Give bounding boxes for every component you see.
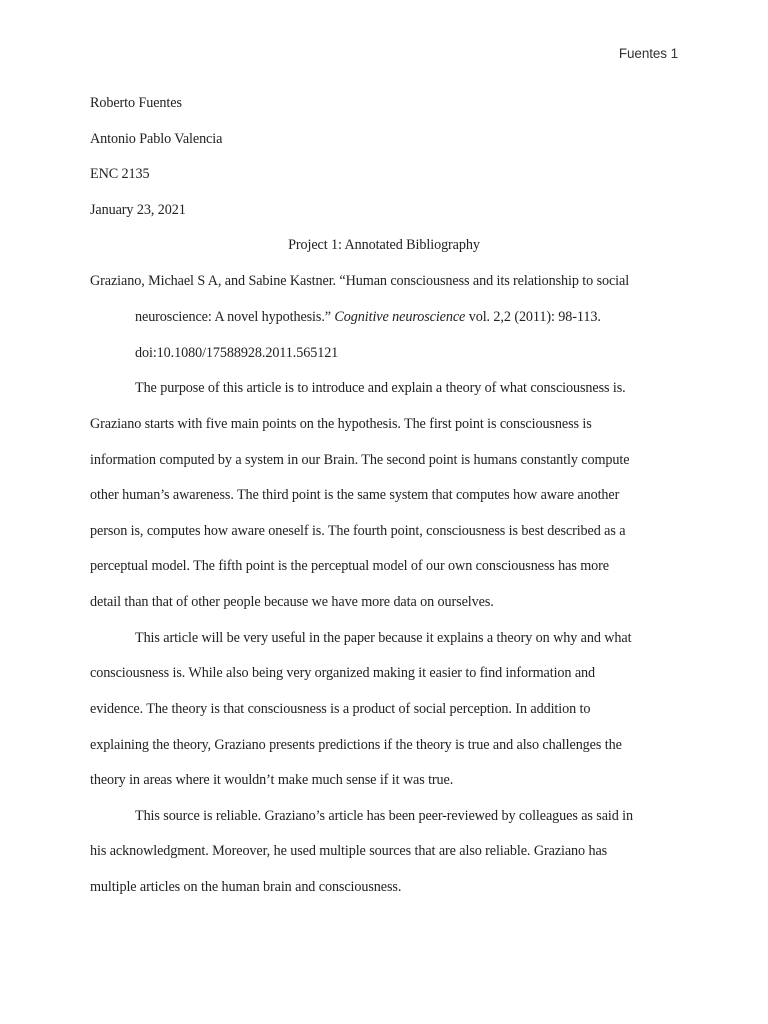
course-code: ENC 2135 <box>90 166 150 182</box>
paragraph-line: information computed by a system in our Brain. The second point is humans constantly compute <box>90 452 630 468</box>
paragraph-line: The purpose of this article is to introduce and explain a theory of what consciousness is. <box>135 380 626 396</box>
paragraph-line: evidence. The theory is that consciousness is a product of social perception. In addition to <box>90 701 591 717</box>
paragraph-line: perceptual model. The fifth point is the perceptual model of our own consciousness has more <box>90 558 609 574</box>
paragraph-line: Graziano starts with five main points on the hypothesis. The first point is consciousness is <box>90 416 592 432</box>
paragraph-line: theory in areas where it wouldn’t make much sense if it was true. <box>90 772 454 788</box>
paragraph-line: consciousness is. While also being very organized making it easier to find information and <box>90 665 596 681</box>
instructor-name: Antonio Pablo Valencia <box>90 131 223 147</box>
student-name: Roberto Fuentes <box>90 95 182 111</box>
journal-name: Cognitive neuroscience <box>334 309 466 325</box>
paragraph-line: multiple articles on the human brain and consciousness. <box>90 879 402 895</box>
citation-text-pre: neuroscience: A novel hypothesis.” <box>135 309 335 325</box>
paragraph-line: detail than that of other people because we have more data on ourselves. <box>90 594 494 610</box>
date: January 23, 2021 <box>90 202 186 218</box>
paragraph-line: his acknowledgment. Moreover, he used multiple sources that are also reliable. Graziano has <box>90 843 608 859</box>
paragraph-line: explaining the theory, Graziano presents predictions if the theory is true and also challenges the <box>90 737 622 753</box>
document-title: Project 1: Annotated Bibliography <box>288 237 480 253</box>
paragraph-line: person is, computes how aware oneself is. The fourth point, consciousness is best described as a <box>90 523 626 539</box>
paragraph-line: other human’s awareness. The third point is the same system that computes how aware another <box>90 487 620 503</box>
running-header: Fuentes 1 <box>618 46 678 61</box>
citation-line-2 <box>135 309 601 326</box>
citation-text-post: vol. 2,2 (2011): 98-113. <box>465 309 601 325</box>
paragraph-line: This source is reliable. Graziano’s article has been peer-reviewed by colleagues as said in <box>135 808 634 824</box>
paragraph-line: This article will be very useful in the paper because it explains a theory on why and what <box>135 630 632 646</box>
citation-doi: doi:10.1080/17588928.2011.565121 <box>135 345 339 361</box>
citation-line-1: Graziano, Michael S A, and Sabine Kastner. “Human consciousness and its relationship to social <box>90 273 630 289</box>
